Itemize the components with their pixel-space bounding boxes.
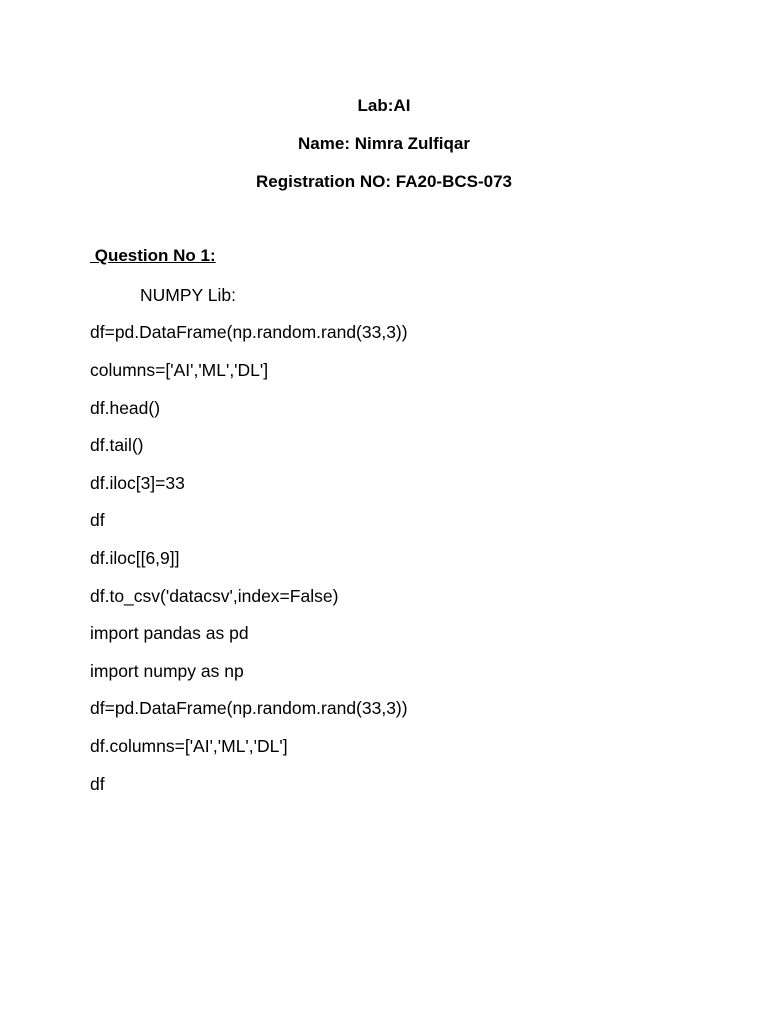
lab-title: Lab:AI: [357, 96, 411, 115]
section-subheading: NUMPY Lib:: [140, 285, 236, 305]
code-line: columns=['AI','ML','DL']: [90, 360, 269, 380]
code-line: df: [90, 774, 105, 794]
code-line: import pandas as pd: [90, 623, 249, 643]
code-line: df.iloc[3]=33: [90, 473, 185, 493]
code-line: df: [90, 510, 105, 530]
code-line: import numpy as np: [90, 661, 244, 681]
registration-number: Registration NO: FA20-BCS-073: [256, 172, 512, 191]
code-line: df.head(): [90, 398, 161, 418]
code-line: df.tail(): [90, 435, 144, 455]
code-line: df.columns=['AI','ML','DL']: [90, 736, 288, 756]
code-line: df.to_csv('datacsv',index=False): [90, 586, 339, 606]
student-name: Name: Nimra Zulfiqar: [298, 134, 470, 153]
question-heading: Question No 1:: [90, 246, 216, 265]
code-line: df.iloc[[6,9]]: [90, 548, 180, 568]
code-line: df=pd.DataFrame(np.random.rand(33,3)): [90, 322, 408, 342]
code-line: df=pd.DataFrame(np.random.rand(33,3)): [90, 698, 408, 718]
